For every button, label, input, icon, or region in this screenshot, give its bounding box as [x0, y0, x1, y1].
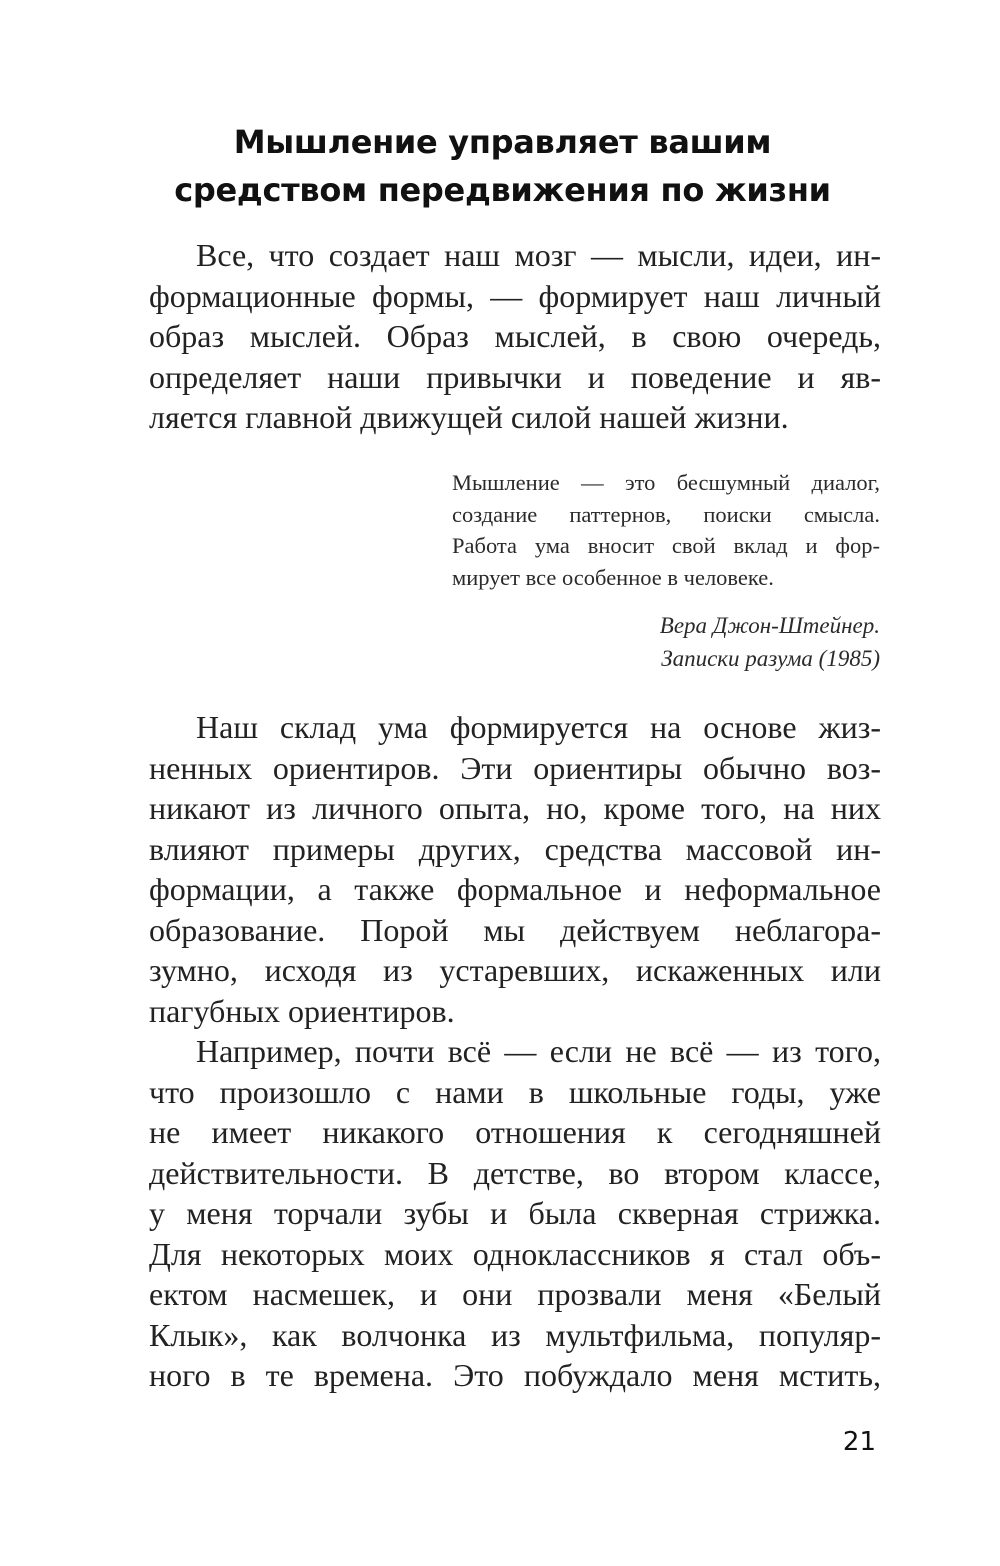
text-line: никают из личного опыта, но, кроме того, на них: [149, 790, 881, 826]
text-line: Например, почти всё — если не всё — из того,: [196, 1033, 881, 1069]
text-line: формации, а также формальное и неформальное: [149, 871, 881, 907]
quote-line: мирует все особенное в человеке.: [452, 564, 774, 590]
quote-line: Мышление — это бесшумный диалог,: [452, 470, 880, 495]
heading-line: средством передвижения по жизни: [174, 171, 831, 209]
text-line: действительности. В детстве, во втором классе,: [149, 1154, 881, 1191]
text-line: образ мыслей. Образ мыслей, в свою очередь,: [149, 318, 881, 354]
paragraph-1: [149, 235, 881, 438]
text-line: не имеет никакого отношения к сегодняшней: [149, 1114, 881, 1150]
quote-line: Работа ума вносит свой вклад и фор-: [452, 533, 880, 558]
text-line: ляется главной движущей силой нашей жизни.: [149, 399, 789, 435]
text-line: формационные формы, — формирует наш личный: [149, 277, 881, 314]
text-line: влияют примеры других, средства массовой ин-: [149, 830, 881, 867]
text-line: ненных ориентиров. Эти ориентиры обычно воз-: [149, 749, 881, 786]
quote-line: создание паттернов, поиски смысла.: [452, 501, 880, 527]
text-line: у меня торчали зубы и была скверная стрижка.: [149, 1195, 881, 1231]
page-number: 21: [842, 1427, 876, 1457]
paragraph-2: [149, 707, 881, 1031]
text-line: определяет наши привычки и поведение и яв-: [149, 358, 881, 395]
paragraph-3: [149, 1031, 881, 1396]
attribution-author: Вера Джон-Штейнер.: [659, 613, 880, 638]
text-line: что произошло с нами в школьные годы, уже: [149, 1073, 881, 1110]
chapter-heading: [140, 118, 865, 214]
text-line: образование. Порой мы действуем неблагора-: [149, 911, 881, 948]
heading-line: Мышление управляет вашим: [233, 123, 772, 161]
quote-attribution: [452, 609, 880, 675]
epigraph-quote: [452, 467, 880, 593]
text-line: Наш склад ума формируется на основе жиз-: [196, 709, 881, 745]
attribution-source: Записки разума (1985): [661, 646, 880, 671]
text-line: пагубных ориентиров.: [149, 992, 455, 1029]
text-line: Для некоторых моих одноклассников я стал объ-: [149, 1235, 881, 1272]
text-line: Клык», как волчонка из мультфильма, популяр-: [149, 1316, 881, 1353]
text-line: ектом насмешек, и они прозвали меня «Белый: [149, 1276, 881, 1312]
text-line: Все, что создает наш мозг — мысли, идеи, ин-: [196, 237, 881, 273]
text-line: зумно, исходя из устаревших, искаженных или: [149, 952, 881, 988]
text-line: ного в те времена. Это побуждало меня мстить,: [149, 1357, 881, 1393]
